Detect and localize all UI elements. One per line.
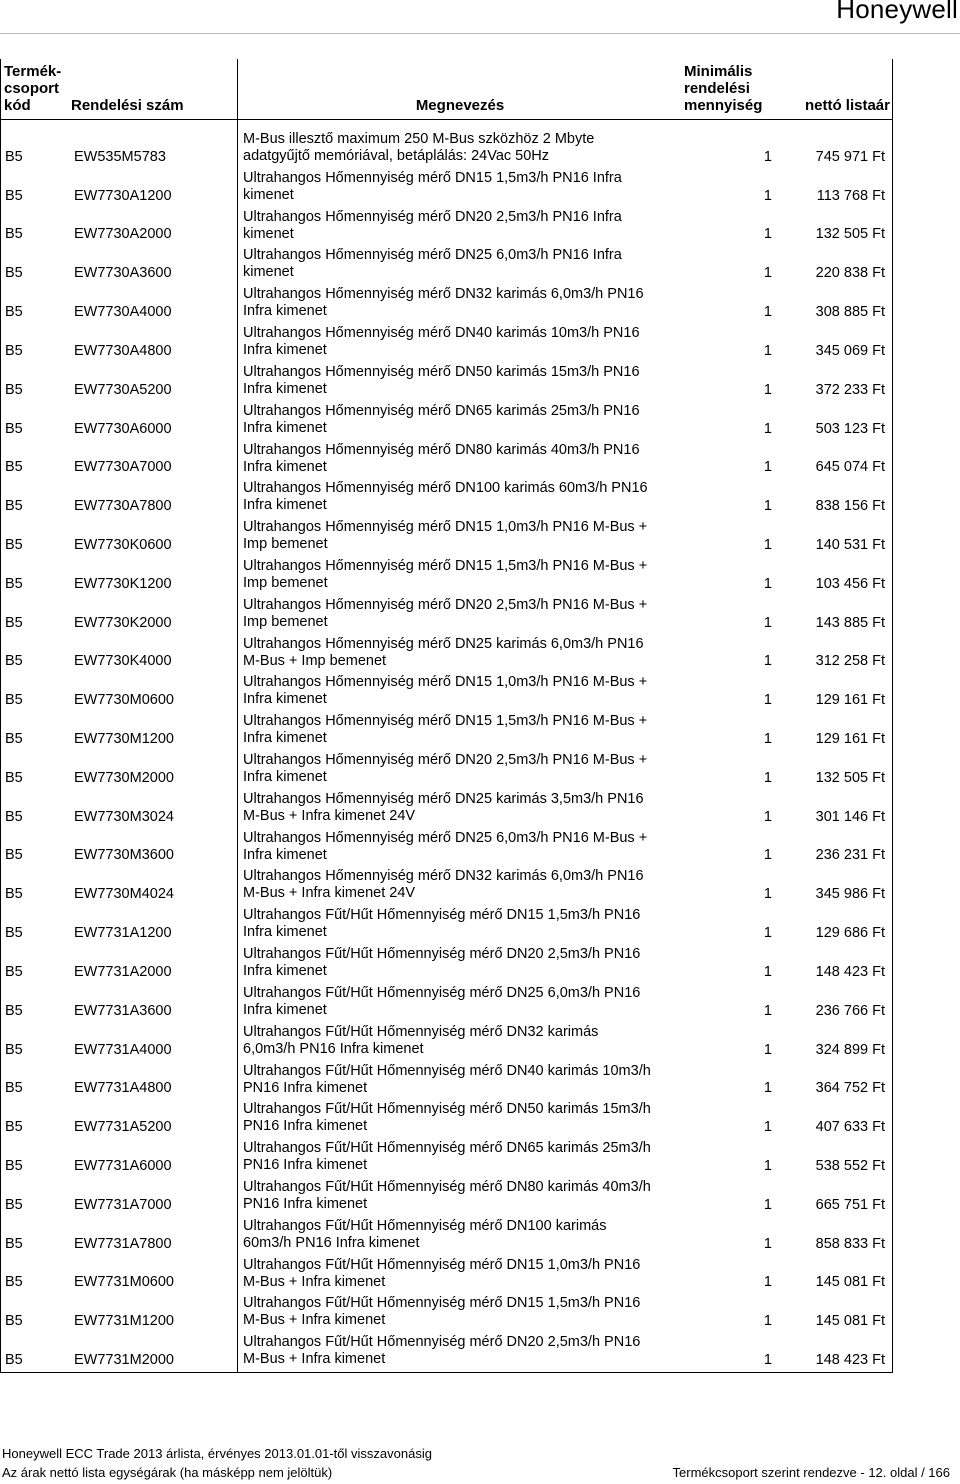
table-row [0,982,893,1021]
cell-price: 372 233 Ft [815,381,885,398]
cell-order-no: EW7731A5200 [74,1119,172,1136]
cell-description-line: Ultrahangos Hőmennyiség mérő DN25 6,0m3/h PN16 M-Bus + [243,829,648,846]
cell-order-no: EW7731M0600 [74,1274,174,1291]
cell-description-line: Ultrahangos Fűt/Hűt Hőmennyiség mérő DN40 karimás 10m3/h [243,1062,651,1079]
cell-min-qty: 1 [763,653,772,670]
cell-description-line: 6,0m3/h PN16 Infra kimenet [243,1040,424,1057]
cell-min-qty: 1 [763,808,772,825]
cell-order-no: EW7731A7800 [74,1235,172,1252]
cell-group-code: B5 [5,769,23,786]
cell-group-code: B5 [5,963,23,980]
cell-description-line: M-Bus illesztő maximum 250 M-Bus szközhöz 2 Mbyte [243,131,595,147]
cell-description-line: Infra kimenet [243,497,327,514]
header-order-no: Rendelési szám [71,97,184,114]
cell-description [243,286,683,320]
cell-description-line: Ultrahangos Fűt/Hűt Hőmennyiség mérő DN100 karimás [243,1217,607,1234]
cell-order-no: EW7731A1200 [74,925,172,942]
cell-min-qty: 1 [763,536,772,553]
cell-description [243,442,683,476]
cell-price: 129 161 Ft [815,731,885,747]
footer-note: Az árak nettó lista egységárak (ha másképp nem jelöltük) [2,1465,333,1480]
cell-price: 148 423 Ft [815,1352,885,1368]
cell-min-qty: 1 [763,1002,772,1019]
cell-description [243,791,683,825]
cell-price: 145 081 Ft [815,1313,885,1330]
cell-description-line: Ultrahangos Hőmennyiség mérő DN20 2,5m3/h PN16 Infra [243,208,622,225]
cell-min-qty: 1 [763,187,772,204]
cell-order-no: EW7731A4000 [74,1041,172,1058]
cell-description-line: M-Bus + Imp bemenet [243,652,387,669]
cell-group-code: B5 [5,265,23,282]
cell-min-qty: 1 [763,420,772,437]
cell-description [243,1063,683,1097]
cell-description [243,170,683,204]
cell-group-code: B5 [5,342,23,359]
cell-description-line: Imp bemenet [243,613,328,630]
cell-description [243,946,683,980]
cell-description-line: Ultrahangos Hőmennyiség mérő DN25 karimás 3,5m3/h PN16 [243,790,644,807]
cell-description [243,247,683,281]
cell-description-line: PN16 Infra kimenet [243,1079,368,1096]
cell-price: 858 833 Ft [815,1235,885,1252]
cell-description [243,985,683,1019]
cell-description-line: Infra kimenet [243,730,327,747]
cell-description-line: Ultrahangos Hőmennyiség mérő DN65 karimás 25m3/h PN16 [243,402,640,419]
cell-order-no: EW7730A2000 [74,226,172,243]
cell-description-line: Infra kimenet [243,691,327,708]
table-row [0,439,893,478]
header-price: nettó listaár [804,97,890,114]
cell-price: 103 456 Ft [815,575,885,592]
cell-price: 538 552 Ft [815,1157,885,1174]
cell-min-qty: 1 [763,1041,772,1058]
cell-group-code: B5 [5,226,23,243]
cell-group-code: B5 [5,925,23,942]
cell-min-qty: 1 [763,1119,772,1136]
cell-description-line: M-Bus + Infra kimenet [243,1351,386,1368]
cell-group-code: B5 [5,1235,23,1252]
cell-description [243,636,683,670]
cell-price: 665 751 Ft [815,1196,885,1213]
cell-price: 301 146 Ft [815,808,885,825]
footer-page-number: Termékcsoport szerint rendezve - 12. oldal / 166 [672,1465,950,1480]
table-row [0,128,893,167]
cell-description-line: adatgyűjtő memóriával, betáplálás: 24Vac 50Hz [243,148,550,164]
cell-description-line: Ultrahangos Fűt/Hűt Hőmennyiség mérő DN50 karimás 15m3/h [243,1101,651,1118]
cell-description-line: Ultrahangos Fűt/Hűt Hőmennyiség mérő DN15 1,0m3/h PN16 [243,1256,641,1273]
table-row [0,1098,893,1137]
table-row [0,710,893,749]
table-row [0,749,893,788]
cell-group-code: B5 [5,381,23,398]
cell-group-code: B5 [5,1313,23,1330]
cell-price: 143 885 Ft [815,614,885,631]
cell-description-line: Infra kimenet [243,963,327,980]
cell-description-line: Infra kimenet [243,846,327,863]
table-row [0,400,893,439]
table-row [0,1060,893,1099]
cell-order-no: EW7730M4024 [74,886,174,903]
cell-description-line: PN16 Infra kimenet [243,1195,368,1212]
cell-price: 132 505 Ft [815,769,885,786]
cell-description-line: Ultrahangos Hőmennyiség mérő DN15 1,0m3/h PN16 M-Bus + [243,519,648,536]
cell-min-qty: 1 [763,1313,772,1330]
cell-order-no: EW7730A6000 [74,420,172,437]
cell-price: 345 069 Ft [815,342,885,359]
cell-description-line: Ultrahangos Hőmennyiség mérő DN15 1,5m3/h PN16 M-Bus + [243,713,648,730]
cell-description-line: Infra kimenet [243,380,327,397]
cell-price: 236 766 Ft [815,1002,885,1019]
cell-order-no: EW7731A4800 [74,1080,172,1097]
table-row [0,788,893,827]
cell-description-line: Ultrahangos Hőmennyiség mérő DN80 karimás 40m3/h PN16 [243,441,640,458]
table-row [0,1254,893,1293]
table-row [0,1137,893,1176]
cell-group-code: B5 [5,614,23,631]
cell-group-code: B5 [5,420,23,437]
header-group-code-line: Termék- [4,63,62,80]
cell-description-line: Ultrahangos Hőmennyiség mérő DN25 karimás 6,0m3/h PN16 [243,635,644,652]
cell-order-no: EW7730M3600 [74,847,174,864]
cell-description [243,1101,683,1135]
cell-description-line: Ultrahangos Hőmennyiség mérő DN40 karimás 10m3/h PN16 [243,325,640,342]
cell-description [243,830,683,864]
cell-description [243,1140,683,1174]
cell-min-qty: 1 [763,148,772,165]
cell-price: 236 231 Ft [815,847,885,864]
cell-group-code: B5 [5,148,23,165]
cell-order-no: EW7731M2000 [74,1352,174,1368]
cell-description-line: Infra kimenet [243,924,327,941]
cell-order-no: EW7731A3600 [74,1002,172,1019]
cell-description-line: Ultrahangos Fűt/Hűt Hőmennyiség mérő DN15 1,5m3/h PN16 [243,907,641,924]
cell-description [243,1334,683,1368]
cell-description-line: PN16 Infra kimenet [243,1157,368,1174]
cell-order-no: EW7730M0600 [74,692,174,709]
cell-order-no: EW7730K1200 [74,575,172,592]
cell-price: 645 074 Ft [815,459,885,476]
cell-description-line: Ultrahangos Fűt/Hűt Hőmennyiség mérő DN20 2,5m3/h PN16 [243,1334,641,1351]
table-row [0,244,893,283]
cell-min-qty: 1 [763,498,772,515]
cell-description-line: Infra kimenet [243,419,327,436]
cell-min-qty: 1 [763,304,772,321]
cell-description [243,752,683,786]
cell-min-qty: 1 [763,847,772,864]
cell-order-no: EW7730A4000 [74,304,172,321]
table-row [0,1292,893,1331]
table-row [0,1331,893,1370]
cell-min-qty: 1 [763,1157,772,1174]
cell-order-no: EW7730A7800 [74,498,172,515]
cell-description-line: kimenet [243,264,294,281]
cell-description-line: Ultrahangos Hőmennyiség mérő DN20 2,5m3/h PN16 M-Bus + [243,596,648,613]
cell-description-line: Ultrahangos Hőmennyiség mérő DN20 2,5m3/h PN16 M-Bus + [243,752,648,768]
cell-description [243,674,683,708]
header-name: Megnevezés [415,97,505,114]
cell-description [243,325,683,359]
cell-description-line: Ultrahangos Fűt/Hűt Hőmennyiség mérő DN65 karimás 25m3/h [243,1140,651,1157]
table-row [0,477,893,516]
cell-order-no: EW7730A3600 [74,265,172,282]
cell-min-qty: 1 [763,1274,772,1291]
cell-group-code: B5 [5,1352,23,1368]
cell-description-line: Ultrahangos Hőmennyiség mérő DN25 6,0m3/h PN16 Infra [243,247,622,264]
table-row [0,594,893,633]
cell-price: 113 768 Ft [816,187,885,204]
cell-description-line: Ultrahangos Hőmennyiség mérő DN15 1,5m3/h PN16 M-Bus + [243,557,648,574]
cell-group-code: B5 [5,304,23,321]
cell-description-line: Ultrahangos Hőmennyiség mérő DN15 1,5m3/h PN16 Infra [243,169,622,186]
cell-price: 148 423 Ft [815,963,885,980]
cell-min-qty: 1 [763,769,772,786]
cell-order-no: EW7730M2000 [74,769,174,786]
table-row [0,516,893,555]
cell-min-qty: 1 [763,342,772,359]
cell-order-no: EW7730K4000 [74,653,172,670]
cell-group-code: B5 [5,731,23,747]
cell-description [243,1295,683,1329]
cell-min-qty: 1 [763,1352,772,1368]
cell-description-line: Ultrahangos Fűt/Hűt Hőmennyiség mérő DN80 karimás 40m3/h [243,1178,651,1195]
cell-description-line: 60m3/h PN16 Infra kimenet [243,1234,420,1251]
table-row [0,865,893,904]
cell-group-code: B5 [5,1080,23,1097]
table-row [0,633,893,672]
header-min-qty-line: mennyiség [684,97,763,114]
table-row [0,827,893,866]
cell-description-line: M-Bus + Infra kimenet 24V [243,885,416,902]
cell-min-qty: 1 [763,1080,772,1097]
cell-description-line: PN16 Infra kimenet [243,1118,368,1135]
price-table-body [0,128,893,1370]
cell-group-code: B5 [5,187,23,204]
header-group-code-line: kód [4,97,31,114]
brand-logo-text: Honeywell [836,0,958,24]
cell-description-line: Infra kimenet [243,303,327,320]
cell-min-qty: 1 [763,1235,772,1252]
cell-description [243,364,683,398]
table-row [0,1215,893,1254]
cell-description-line: Ultrahangos Fűt/Hűt Hőmennyiség mérő DN25 6,0m3/h PN16 [243,984,641,1001]
footer-validity: Honeywell ECC Trade 2013 árlista, érvényes 2013.01.01-től visszavonásig [2,1446,432,1461]
cell-order-no: EW7731A2000 [74,963,172,980]
cell-price: 132 505 Ft [815,226,885,243]
cell-description [243,558,683,592]
cell-price: 129 686 Ft [815,925,885,942]
cell-group-code: B5 [5,1041,23,1058]
cell-group-code: B5 [5,692,23,709]
cell-description-line: M-Bus + Infra kimenet [243,1273,386,1290]
cell-group-code: B5 [5,498,23,515]
table-row [0,361,893,400]
table-row [0,1176,893,1215]
cell-group-code: B5 [5,1002,23,1019]
cell-group-code: B5 [5,886,23,903]
cell-price: 324 899 Ft [815,1041,885,1058]
cell-description-line: Ultrahangos Hőmennyiség mérő DN32 karimás 6,0m3/h PN16 [243,868,644,885]
cell-group-code: B5 [5,1119,23,1136]
cell-description [243,1024,683,1058]
cell-order-no: EW7731A6000 [74,1157,172,1174]
cell-price: 140 531 Ft [815,536,885,553]
cell-price: 308 885 Ft [815,304,885,321]
cell-order-no: EW7730A7000 [74,459,172,476]
cell-description [243,519,683,553]
table-row [0,555,893,594]
table-row [0,1021,893,1060]
cell-order-no: EW7730A4800 [74,342,172,359]
cell-description [243,480,683,514]
cell-description-line: Infra kimenet [243,769,327,785]
cell-description-line: Ultrahangos Hőmennyiség mérő DN32 karimás 6,0m3/h PN16 [243,286,644,303]
cell-description-line: Infra kimenet [243,458,327,475]
cell-description [243,131,683,165]
table-row [0,671,893,710]
cell-order-no: EW7730A1200 [74,187,172,204]
cell-price: 838 156 Ft [815,498,885,515]
cell-description-line: Ultrahangos Fűt/Hűt Hőmennyiség mérő DN20 2,5m3/h PN16 [243,946,641,963]
table-row [0,322,893,361]
cell-min-qty: 1 [763,459,772,476]
cell-group-code: B5 [5,1274,23,1291]
cell-description-line: Imp bemenet [243,574,328,591]
cell-group-code: B5 [5,1157,23,1174]
cell-description [243,209,683,243]
header-min-qty-line: Minimális [684,63,753,80]
cell-group-code: B5 [5,459,23,476]
cell-price: 312 258 Ft [815,653,885,670]
cell-description-line: Infra kimenet [243,342,327,359]
cell-group-code: B5 [5,536,23,553]
cell-min-qty: 1 [763,265,772,282]
cell-min-qty: 1 [763,886,772,903]
cell-price: 407 633 Ft [815,1119,885,1136]
cell-order-no: EW7731A7000 [74,1196,172,1213]
cell-price: 364 752 Ft [815,1080,885,1097]
table-row [0,167,893,206]
cell-description [243,907,683,941]
cell-order-no: EW7730A5200 [74,381,172,398]
table-row [0,283,893,322]
cell-price: 503 123 Ft [815,420,885,437]
cell-description-line: kimenet [243,225,294,242]
cell-description [243,1179,683,1213]
cell-group-code: B5 [5,575,23,592]
cell-min-qty: 1 [763,731,772,747]
cell-order-no: EW7730M1200 [74,731,174,747]
header-rule [0,33,960,34]
header-group-code-line: csoport [4,80,60,97]
cell-description-line: kimenet [243,186,294,203]
cell-description-line: Ultrahangos Hőmennyiség mérő DN50 karimás 15m3/h PN16 [243,363,640,380]
cell-min-qty: 1 [763,963,772,980]
cell-order-no: EW535M5783 [74,148,166,165]
cell-min-qty: 1 [763,614,772,631]
cell-price: 745 971 Ft [815,148,885,165]
cell-order-no: EW7730M3024 [74,808,174,825]
cell-price: 345 986 Ft [815,886,885,903]
table-row [0,206,893,245]
cell-description [243,403,683,437]
cell-price: 145 081 Ft [815,1274,885,1291]
table-header [0,56,893,116]
cell-description-line: M-Bus + Infra kimenet [243,1312,386,1329]
header-min-qty-line: rendelési [684,80,750,97]
cell-order-no: EW7730K0600 [74,536,172,553]
cell-min-qty: 1 [763,381,772,398]
header-min-qty [684,63,774,114]
cell-description [243,713,683,747]
cell-min-qty: 1 [763,575,772,592]
cell-order-no: EW7731M1200 [74,1313,174,1330]
cell-min-qty: 1 [763,226,772,243]
cell-description-line: Ultrahangos Fűt/Hűt Hőmennyiség mérő DN15 1,5m3/h PN16 [243,1295,641,1312]
table-row [0,904,893,943]
cell-price: 220 838 Ft [815,265,885,282]
cell-order-no: EW7730K2000 [74,614,172,631]
cell-description-line: Infra kimenet [243,1001,327,1018]
cell-group-code: B5 [5,808,23,825]
table-row [0,943,893,982]
cell-description-line: Imp bemenet [243,536,328,553]
cell-description-line: Ultrahangos Fűt/Hűt Hőmennyiség mérő DN32 karimás [243,1023,599,1040]
cell-min-qty: 1 [763,1196,772,1213]
cell-group-code: B5 [5,847,23,864]
cell-description [243,868,683,902]
cell-description-line: Ultrahangos Hőmennyiség mérő DN15 1,0m3/h PN16 M-Bus + [243,674,648,691]
header-group-code [4,63,68,114]
cell-group-code: B5 [5,1196,23,1213]
cell-description [243,1257,683,1291]
cell-description [243,1218,683,1252]
cell-description [243,597,683,631]
cell-min-qty: 1 [763,925,772,942]
cell-min-qty: 1 [763,692,772,709]
cell-group-code: B5 [5,653,23,670]
cell-description-line: Ultrahangos Hőmennyiség mérő DN100 karimás 60m3/h PN16 [243,480,648,497]
cell-description-line: M-Bus + Infra kimenet 24V [243,807,416,824]
cell-price: 129 161 Ft [815,692,885,709]
